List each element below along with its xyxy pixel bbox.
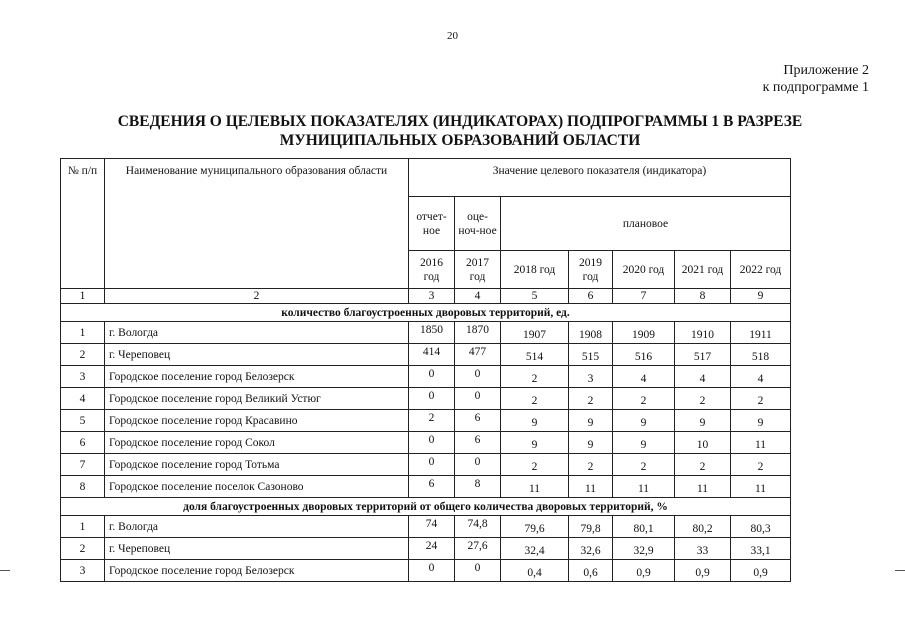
header-value: Значение целевого показателя (индикатора) [409,159,791,197]
value-2016: 74 [409,516,455,538]
header-year-2018: 2018 год [501,251,569,289]
value-2019: 11 [569,476,613,498]
header-year-2022: 2022 год [731,251,791,289]
value-2016: 0 [409,432,455,454]
column-index-row [61,289,791,304]
municipality-name: Городское поселение город Белозерск [105,560,409,582]
value-2021: 9 [675,410,731,432]
municipality-name: Городское поселение город Красавино [105,410,409,432]
value-2016: 1850 [409,322,455,344]
indicators-table [60,158,791,582]
value-2020: 1909 [613,322,675,344]
value-2020: 2 [613,454,675,476]
value-2020: 80,1 [613,516,675,538]
value-2018: 9 [501,432,569,454]
row-number: 8 [61,476,105,498]
value-2021: 1910 [675,322,731,344]
value-2019: 9 [569,432,613,454]
value-2021: 4 [675,366,731,388]
row-number: 7 [61,454,105,476]
value-2017: 6 [455,410,501,432]
row-number: 2 [61,344,105,366]
column-index-cell: 9 [731,289,791,304]
value-2017: 27,6 [455,538,501,560]
value-2017: 477 [455,344,501,366]
value-2018: 514 [501,344,569,366]
value-2020: 2 [613,388,675,410]
value-2019: 9 [569,410,613,432]
value-2020: 516 [613,344,675,366]
header-num: № п/п [61,159,105,289]
table-row [61,432,791,454]
value-2018: 2 [501,366,569,388]
header-year-2020: 2020 год [613,251,675,289]
value-2018: 1907 [501,322,569,344]
table-body [61,289,791,582]
value-2021: 517 [675,344,731,366]
table-row [61,322,791,344]
value-2017: 0 [455,454,501,476]
municipality-name: г. Череповец [105,344,409,366]
value-2016: 24 [409,538,455,560]
value-2016: 2 [409,410,455,432]
value-2022: 4 [731,366,791,388]
value-2021: 80,2 [675,516,731,538]
scan-edge-mark-left [0,570,10,571]
value-2020: 0,9 [613,560,675,582]
table-row [61,538,791,560]
column-index-cell: 4 [455,289,501,304]
value-2022: 80,3 [731,516,791,538]
table-row [61,560,791,582]
value-2017: 8 [455,476,501,498]
value-2016: 0 [409,366,455,388]
table-header [61,159,791,289]
row-number: 1 [61,516,105,538]
header-planned: плановое [501,197,791,251]
municipality-name: г. Череповец [105,538,409,560]
appendix-line-1: Приложение 2 [783,63,869,78]
value-2021: 11 [675,476,731,498]
table-row [61,366,791,388]
table-row [61,344,791,366]
section-header-row [61,498,791,516]
value-2019: 0,6 [569,560,613,582]
value-2022: 11 [731,432,791,454]
row-number: 3 [61,560,105,582]
value-2022: 11 [731,476,791,498]
value-2022: 2 [731,454,791,476]
value-2017: 1870 [455,322,501,344]
value-2019: 2 [569,454,613,476]
value-2020: 32,9 [613,538,675,560]
municipality-name: Городское поселение город Великий Устюг [105,388,409,410]
value-2017: 0 [455,388,501,410]
table-row [61,454,791,476]
value-2018: 2 [501,388,569,410]
column-index-cell: 1 [61,289,105,304]
section-header-row [61,304,791,322]
row-number: 6 [61,432,105,454]
value-2021: 10 [675,432,731,454]
header-estimated: оце-ноч-ное [455,197,501,251]
section-title: количество благоустроенных дворовых территорий, ед. [61,304,791,322]
header-reported: отчет-ное [409,197,455,251]
value-2021: 0,9 [675,560,731,582]
value-2016: 414 [409,344,455,366]
table-row [61,388,791,410]
row-number: 1 [61,322,105,344]
row-number: 3 [61,366,105,388]
value-2022: 33,1 [731,538,791,560]
column-index-cell: 6 [569,289,613,304]
section-title: доля благоустроенных дворовых территорий от общего количества дворовых территорий, % [61,498,791,516]
value-2016: 0 [409,454,455,476]
value-2018: 79,6 [501,516,569,538]
table-row [61,476,791,498]
value-2019: 3 [569,366,613,388]
value-2018: 32,4 [501,538,569,560]
value-2022: 518 [731,344,791,366]
value-2020: 11 [613,476,675,498]
municipality-name: г. Вологда [105,322,409,344]
column-index-cell: 2 [105,289,409,304]
row-number: 4 [61,388,105,410]
value-2022: 0,9 [731,560,791,582]
value-2017: 0 [455,560,501,582]
value-2017: 6 [455,432,501,454]
value-2019: 2 [569,388,613,410]
value-2021: 2 [675,454,731,476]
column-index-cell: 3 [409,289,455,304]
value-2018: 0,4 [501,560,569,582]
value-2021: 33 [675,538,731,560]
municipality-name: Городское поселение город Тотьма [105,454,409,476]
header-year-2019: 2019 год [569,251,613,289]
header-name: Наименование муниципального образования области [105,159,409,289]
row-number: 5 [61,410,105,432]
table-row [61,516,791,538]
header-year-2017: 2017 год [455,251,501,289]
table-row [61,410,791,432]
appendix-line-2: к подпрограмме 1 [762,80,869,95]
column-index-cell: 5 [501,289,569,304]
header-year-2021: 2021 год [675,251,731,289]
value-2018: 11 [501,476,569,498]
column-index-cell: 8 [675,289,731,304]
page-number: 20 [447,30,458,42]
value-2018: 9 [501,410,569,432]
value-2021: 2 [675,388,731,410]
value-2018: 2 [501,454,569,476]
title-line-2: МУНИЦИПАЛЬНЫХ ОБРАЗОВАНИЙ ОБЛАСТИ [279,132,641,149]
document-title [60,112,860,150]
column-index-cell: 7 [613,289,675,304]
municipality-name: Городское поселение поселок Сазоново [105,476,409,498]
value-2020: 9 [613,410,675,432]
municipality-name: г. Вологда [105,516,409,538]
value-2020: 4 [613,366,675,388]
scan-edge-mark-right [895,570,905,571]
value-2016: 6 [409,476,455,498]
value-2016: 0 [409,388,455,410]
appendix-label [763,62,869,96]
header-year-2016: 2016 год [409,251,455,289]
municipality-name: Городское поселение город Белозерск [105,366,409,388]
value-2022: 9 [731,410,791,432]
value-2022: 1911 [731,322,791,344]
value-2017: 0 [455,366,501,388]
value-2019: 1908 [569,322,613,344]
value-2019: 79,8 [569,516,613,538]
value-2019: 515 [569,344,613,366]
title-line-1: СВЕДЕНИЯ О ЦЕЛЕВЫХ ПОКАЗАТЕЛЯХ (ИНДИКАТОРАХ) ПОДПРОГРАММЫ 1 В РАЗРЕЗЕ [117,113,803,130]
value-2022: 2 [731,388,791,410]
value-2019: 32,6 [569,538,613,560]
municipality-name: Городское поселение город Сокол [105,432,409,454]
value-2020: 9 [613,432,675,454]
value-2017: 74,8 [455,516,501,538]
row-number: 2 [61,538,105,560]
value-2016: 0 [409,560,455,582]
